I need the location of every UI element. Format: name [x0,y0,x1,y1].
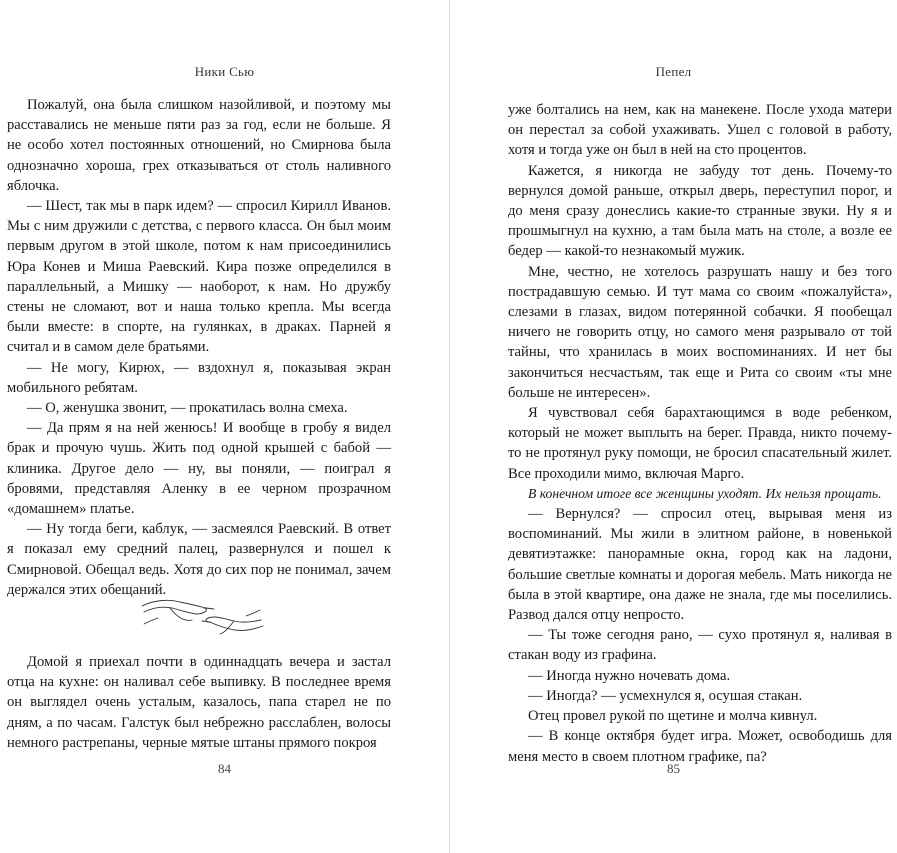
paragraph: — О, женушка звонит, — прокатилась волна смеха. [27,400,348,417]
paragraph: Отец провел рукой по щетине и молча кивнул. [528,708,818,725]
paragraph: — Да прям я на ней женюсь! И вообще в гробу я видел брак и прочую чушь. Жить под одной крышей с бабой — клиника. Другое дело — ну, вы поняли, — поиграл я бровями, представляя Аленку в ее черном прозрачном «домашнем» платье. [7,420,391,518]
running-head-title: Пепел [655,64,692,79]
page-number: 84 [218,761,231,776]
paragraph: Мне, честно, не хотелось разрушать нашу и без того пострадавшую семью. И тут мама со своим «пожалуйста», слезами в глазах, видом потерянной собачки. Я пообещал ничего не говорить отцу, но самого меня разрывало от той тайны, что хранилась в моих воспоминаниях. И нет бы закончиться несчастьям, так еще и Рита со своим «ты мне больше не интересен». [508,263,892,401]
paragraph: Я чувствовал себя барахтающимся в воде ребенком, который не может выплыть на берег. Правда, никто почему-то не протянул руку помощи, не бросил спасательный жилет. Все проходили мимо, включая Марго. [508,405,892,482]
paragraph: Домой я приехал почти в одиннадцать вечера и застал отца на кухне: он наливал себе выпивку. В последнее время он выглядел очень усталым, казалось, папа старел не по дням, а по часам. Галстук был небрежно расслаблен, волосы немного растрепаны, черные мятые штаны прямого покроя [7,654,391,751]
paragraph: — Шест, так мы в парк идем? — спросил Кирилл Иванов. Мы с ним дружили с детства, с первого класса. Он был моим первым другом в этой школе, потом к нам присоединились Юра Конев и Миша Раевский. Кира позже определился в параллельный, а Мишку — наоборот, к нам. Но дружбу стены не сломают, вот и наша только крепла. Мы всегда были вместе: в спорте, на гулянках, в драках. Парней я считал и в самом деле братьями. [7,198,391,356]
paragraph: Пожалуй, она была слишком назойливой, и поэтому мы расставались не меньше пяти раз за год, если не больше. Я не особо хотел постоянных отношений, но Смирнова была однозначно хороша, грех отказываться от столь наливного яблочка. [7,97,391,194]
paragraph: — Не могу, Кирюх, — вздохнул я, показывая экран мобильного ребятам. [7,359,391,396]
paragraph: уже болтались на нем, как на манекене. После ухода матери он перестал за собой ухаживать. Ушел с головой в работу, хотя и тогда уже он был в ней на сто процентов. [508,102,892,159]
paragraph: Кажется, я никогда не забуду тот день. Почему-то вернулся домой раньше, открыл дверь, переступил порог, и до меня сразу донеслись какие-то странные звуки. Ну я и прошмыгнул на кухню, а там была мать на столе, а возле ее бедер — какой-то незнакомый мужик. [508,162,892,260]
left-body-text-after-break [7,652,391,753]
paragraph: — Вернулся? — спросил отец, вырывая меня из воспоминаний. Мы жили в элитном районе, в новенькой девятиэтажке: панорамные окна, город как на ладони, большие светлые комнаты и дорогая мебель. Мать никогда не была в этой квартире, она даже не знала, где мы поселились. Развод дался отцу непросто. [508,506,892,624]
running-head-author: Ники Сью [194,64,255,79]
italic-paragraph: В конечном итоге все женщины уходят. Их нельзя прощать. [528,485,882,501]
paragraph: — Ну тогда беги, каблук, — засмеялся Раевский. В ответ я показал ему средний палец, развернулся и пошел к Смирновой. Обещал ведь. Хотя до сих пор не понимал, зачем держался этих обещаний. [7,521,391,598]
paragraph: — Ты тоже сегодня рано, — сухо протянул я, наливая в стакан воду из графина. [508,627,892,664]
left-body-text [7,95,391,600]
page-number: 85 [667,761,680,776]
right-body-text [508,100,892,767]
paragraph: — В конце октября будет игра. Может, освободишь для меня место в своем плотном графике, па? [508,728,892,765]
right-page [450,0,897,853]
paragraph: — Иногда? — усмехнулся я, осушая стакан. [528,687,803,704]
touching-hands-icon [140,596,265,636]
paragraph: — Иногда нужно ночевать дома. [528,667,731,684]
